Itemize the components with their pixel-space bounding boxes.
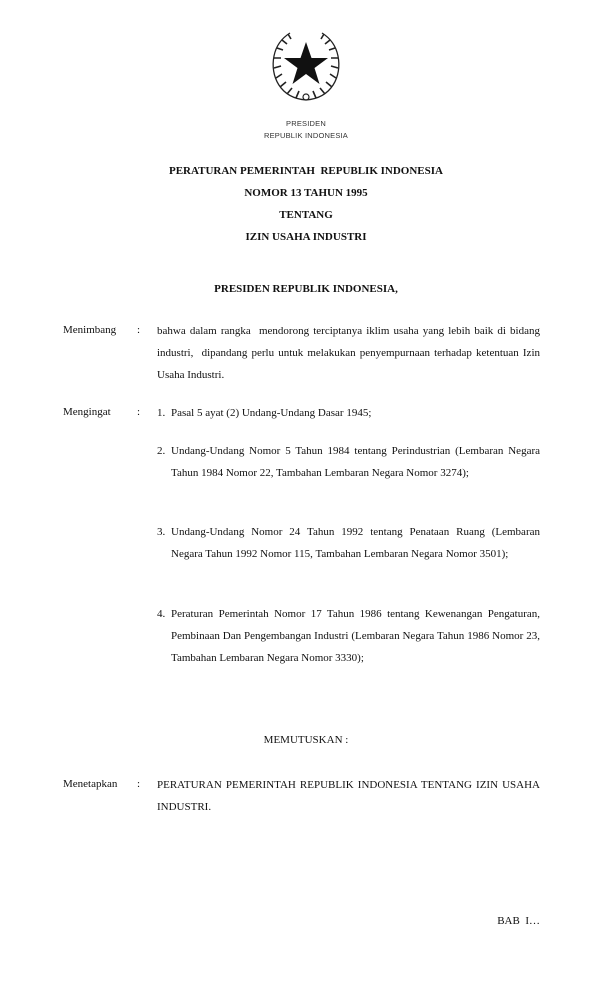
menimbang-label: Menimbang (63, 324, 117, 336)
title-line-2: NOMOR 13 TAHUN 1995 (244, 187, 368, 199)
menimbang-text: bahwa dalam rangka mendorong terciptanya iklim usaha yang lebih baik di bidang industri, dipandang perlu untuk melakukan penyempurnaan terhadap ketentuan Izin Usaha Industri. (157, 325, 543, 381)
item-text: Pasal 5 ayat (2) Undang-Undang Dasar 1945; (171, 407, 372, 419)
title-line-4: IZIN USAHA INDUSTRI (245, 231, 367, 243)
mengingat-item-4 (157, 603, 540, 669)
menetapkan-label: Menetapkan (63, 778, 118, 790)
item-text: Undang-Undang Nomor 24 Tahun 1992 tentang Penataan Ruang (Lembaran Negara Tahun 1992 Nomor 115, Tambahan Lembaran Negara Nomor 3501); (171, 526, 540, 560)
next-page-marker: BAB I… (497, 915, 540, 927)
emblem-caption-presiden: PRESIDEN (286, 119, 326, 128)
mengingat-colon: : (137, 406, 141, 418)
item-text: Peraturan Pemerintah Nomor 17 Tahun 1986 tentang Kewenangan Pengaturan, Pembinaan Dan Pengembangan Industri (Lembaran Negara Tahun 1986 Nomor 23, Tambahan Lembaran Negara Nomor 3330); (171, 608, 540, 664)
item-text: Undang-Undang Nomor 5 Tahun 1984 tentang Perindustrian (Lembaran Negara Tahun 1984 Nomor 22, Tambahan Lembaran Negara Nomor 3274); (171, 445, 540, 479)
mengingat-label: Mengingat (63, 406, 111, 418)
item-number: 1. (157, 407, 166, 419)
menetapkan-colon: : (137, 778, 141, 790)
item-number: 2. (157, 445, 166, 457)
title-line-1: PERATURAN PEMERINTAH REPUBLIK INDONESIA (168, 165, 443, 177)
item-number: 3. (157, 526, 166, 538)
president-heading: PRESIDEN REPUBLIK INDONESIA, (214, 283, 398, 295)
mengingat-item-1 (157, 402, 540, 424)
memutuskan-heading: MEMUTUSKAN : (263, 734, 349, 746)
menimbang-colon: : (137, 324, 141, 336)
mengingat-item-3 (157, 521, 540, 565)
emblem-caption-republik: REPUBLIK INDONESIA (263, 131, 349, 140)
item-number: 4. (157, 608, 166, 620)
menetapkan-text: PERATURAN PEMERINTAH REPUBLIK INDONESIA TENTANG IZIN USAHA INDUSTRI. (157, 779, 540, 813)
title-line-3: TENTANG (279, 209, 333, 221)
mengingat-item-2 (157, 440, 540, 484)
garuda-presidential-emblem-icon (266, 26, 346, 106)
